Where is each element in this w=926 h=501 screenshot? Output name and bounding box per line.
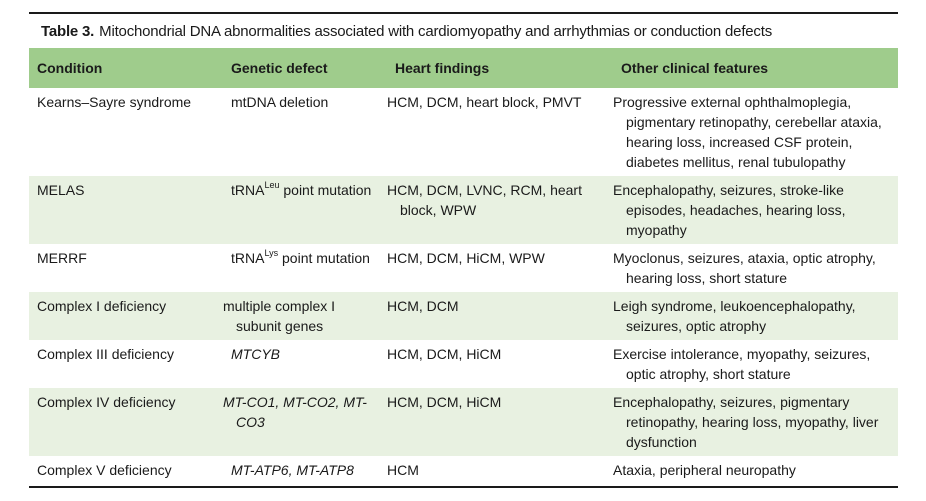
- cell-other-features: Leigh syndrome, leukoencephalopathy, seizures, optic atrophy: [613, 292, 898, 340]
- cell-heart-findings: HCM, DCM, heart block, PMVT: [387, 94, 582, 110]
- header-genetic-defect: Genetic defect: [223, 48, 387, 88]
- bottom-rule: [29, 486, 898, 488]
- cell-other-features: Encephalopathy, seizures, stroke-like episodes, headaches, hearing loss, myopathy: [613, 176, 898, 244]
- cell-condition: MELAS: [29, 176, 223, 244]
- cell-condition: MERRF: [37, 250, 87, 266]
- table-caption: [29, 14, 898, 48]
- gene-base: tRNA: [231, 250, 265, 266]
- cell-heart-findings: HCM, DCM, LVNC, RCM, heart block, WPW: [387, 176, 613, 244]
- cell-genetic-defect: MT-ATP6, MT-ATP8: [231, 462, 354, 478]
- gene-rest: point mutation: [278, 250, 370, 266]
- cell-genetic-defect: MTCYB: [231, 346, 280, 362]
- table-row: [29, 456, 898, 484]
- cell-condition: Complex III deficiency: [37, 346, 174, 362]
- gene-superscript: Lys: [264, 248, 279, 259]
- gene-base: tRNA: [231, 182, 265, 198]
- table-row: [29, 244, 898, 292]
- gene-superscript: Leu: [264, 180, 280, 191]
- cell-condition: Complex I deficiency: [29, 292, 223, 340]
- cell-other-features: Exercise intolerance, myopathy, seizures, optic atrophy, short stature: [613, 346, 871, 382]
- table-row: [29, 340, 898, 388]
- gene-rest: point mutation: [279, 182, 372, 198]
- header-other-features: Other clinical features: [613, 48, 898, 88]
- table-row: [29, 88, 898, 176]
- cell-heart-findings: HCM, DCM, HiCM: [387, 346, 502, 362]
- cell-heart-findings: HCM, DCM: [387, 292, 613, 340]
- data-table: [29, 48, 898, 484]
- cell-genetic-defect: MT-CO1, MT-CO2, MT-CO3: [223, 388, 387, 456]
- cell-other-features: Encephalopathy, seizures, pigmentary retinopathy, hearing loss, myopathy, liver dysfunction: [613, 388, 898, 456]
- table-number: Table 3.: [41, 22, 95, 40]
- cell-genetic-defect: mtDNA deletion: [231, 94, 329, 110]
- header-heart-findings: Heart findings: [387, 48, 613, 88]
- table-row: [29, 388, 898, 456]
- cell-other-features: Myoclonus, seizures, ataxia, optic atrophy, hearing loss, short stature: [613, 250, 876, 286]
- cell-heart-findings: HCM, DCM, HiCM: [387, 388, 613, 456]
- cell-genetic-defect: [223, 176, 387, 244]
- header-row: [29, 48, 898, 88]
- cell-condition: Complex IV deficiency: [29, 388, 223, 456]
- cell-heart-findings: HCM, DCM, HiCM, WPW: [387, 250, 545, 266]
- cell-condition: Kearns–Sayre syndrome: [37, 94, 192, 110]
- cell-genetic-defect: multiple complex I subunit genes: [223, 292, 387, 340]
- cell-condition: Complex V deficiency: [37, 462, 172, 478]
- table-container: [29, 12, 898, 488]
- table-title: Mitochondrial DNA abnormalities associated with cardiomyopathy and arrhythmias or conduction defects: [99, 22, 772, 40]
- table-row: [29, 176, 898, 244]
- cell-other-features: Ataxia, peripheral neuropathy: [613, 462, 796, 478]
- header-condition: Condition: [29, 48, 223, 88]
- cell-heart-findings: HCM: [387, 462, 419, 478]
- cell-other-features: Progressive external ophthalmoplegia, pigmentary retinopathy, cerebellar ataxia, hearing loss, increased CSF protein, diabetes mellitus, renal tubulopathy: [613, 94, 882, 170]
- cell-genetic-defect: [223, 244, 387, 292]
- table-row: [29, 292, 898, 340]
